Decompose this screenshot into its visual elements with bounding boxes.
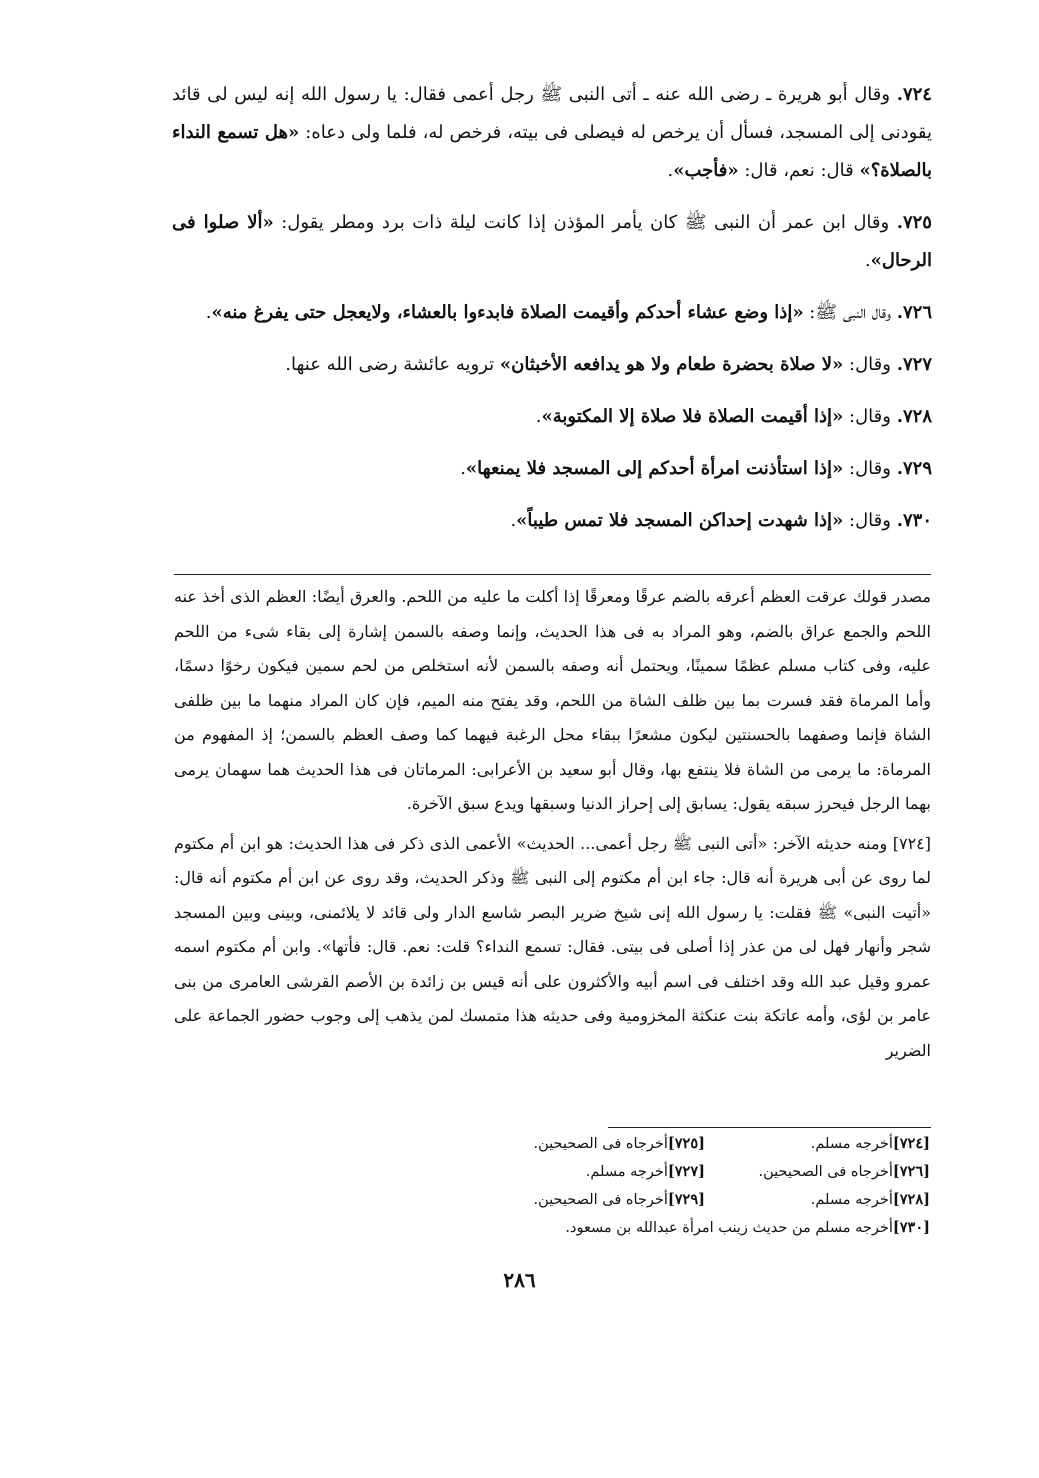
- hadith-726: ٧٢٦. وقال النبى ﷺ: «إذا وضع عشاء أحدكم وأقيمت الصلاة فابدءوا بالعشاء، ولايعجل حتى يفرغ منه».: [205, 302, 932, 323]
- commentary-paragraph: [٧٢٤] ومنه حديثه الآخر: «أتى النبى ﷺ رجل أعمى... الحديث» الأعمى الذى ذكر فى هذا الحديث: هو ابن أم مكتوم لما روى عن أبى هريرة أنه قال: جاء ابن أم مكتوم إلى النبى ﷺ وذكر الحديث، وقد روى عن ابن أم مكتوم أنه قال: «أتيت النبى» ﷺ فقلت: يا رسول الله إنى شيخ ضرير البصر شاسع الدار ولى قائد لا يلائمنى، وبينى وبين المسجد شجر وأنهار فهل لى من عذر إذا أصلى فى بيتى. فقال: تسمع النداء؟ قلت: نعم. قال: فأتها». وابن أم مكتوم اسمه عمرو وقيل عبد الله وقد اختلف فى اسم أبيه والأكثرون على أنه قيس بن زائدة بن الأصم القرشى العامرى من بنى عامر بن لؤى، وأمه عاتكة بنت عنكثة المخزومية وفى حديثه هذا متمسك لمن يذهب إلى وجوب حضور الجماعة على الضرير: [174, 833, 932, 1060]
- footnote: [٧٢٩]أخرجاه فى الصحيحين.: [533, 1191, 705, 1208]
- hadith-725: ٧٢٥. وقال ابن عمر أن النبى ﷺ كان يأمر المؤذن إذا كانت ليلة ذات برد ومطر يقول: «ألا صلوا فى الرحال».: [172, 212, 932, 271]
- footnote: [٧٣٠]أخرجه مسلم من حديث زينب امرأة عبدالله بن مسعود.: [565, 1219, 930, 1236]
- hadith-number: ٧٢٦.: [896, 302, 932, 323]
- footnote-row: [480, 1158, 930, 1186]
- footnote: [٧٢٦]أخرجاه فى الصحيحين.: [758, 1163, 930, 1180]
- hadith-727: ٧٢٧. وقال: «لا صلاة بحضرة طعام ولا هو يدافعه الأخبثان» ترويه عائشة رضى الله عنها.: [285, 354, 932, 375]
- footnote: [٧٢٥]أخرجاه فى الصحيحين.: [533, 1135, 705, 1152]
- hadith-number: ٧٣٠.: [896, 510, 932, 531]
- hadith-section: [172, 76, 932, 554]
- hadith-number: ٧٢٨.: [896, 406, 932, 427]
- section-divider: [174, 574, 931, 575]
- hadith-number: ٧٢٤.: [896, 84, 932, 105]
- footnote-divider: [608, 1127, 931, 1128]
- page-number: ٢٨٦: [503, 1268, 536, 1292]
- footnote-row: [480, 1186, 930, 1214]
- footnotes: [480, 1130, 930, 1242]
- hadith-number: ٧٢٧.: [896, 354, 932, 375]
- hadith-730: ٧٣٠. وقال: «إذا شهدت إحداكن المسجد فلا تمس طيباً».: [510, 510, 932, 531]
- footnote: [٧٢٧]أخرجه مسلم.: [585, 1163, 705, 1180]
- commentary-section: [174, 580, 931, 1068]
- hadith-number: ٧٢٩.: [896, 458, 932, 479]
- footnote-row: [480, 1130, 930, 1158]
- commentary-paragraph: مصدر قولك عرقت العظم أعرقه بالضم عرقًا ومعرقًا إذا أكلت ما عليه من اللحم. والعرق أيضًا: العظم الذى أخذ عنه اللحم والجمع عراق بالضم، وهو المراد به فى هذا الحديث، وإنما وصفه بالسمن إشارة إلى بقاء شىء من اللحم عليه، وفى كتاب مسلم عظمًا سمينًا، ويحتمل أنه وصفه بالسمن لأنه استخلص من لحم سمين فيكون رخوًا دسمًا، وأما المرماة فقد فسرت بما بين ظلف الشاة من اللحم، وقد يفتح منه الميم، فإن كان المراد منهما ما بين ظلفى الشاة فإنما وصفهما بالحسنتين ليكون مشعرًا ببقاء محل الرغبة فيهما كما وصف العظم بالسمن؛ إذ المفهوم من المرماة: ما يرمى من الشاة فلا ينتفع بها، وقال أبو سعيد بن الأعرابى: المرماتان فى هذا الحديث هما سهمان يرمى بهما الرجل فيحرز سبقه يقول: يسابق إلى إحراز الدنيا وسبقها ويدع سبق الآخرة.: [174, 587, 932, 813]
- footnote: [٧٢٤]أخرجه مسلم.: [810, 1135, 930, 1152]
- footnote: [٧٢٨]أخرجه مسلم.: [810, 1191, 930, 1208]
- footnote-row: [480, 1214, 930, 1242]
- hadith-number: ٧٢٥.: [896, 212, 932, 233]
- hadith-729: ٧٢٩. وقال: «إذا استأذنت امرأة أحدكم إلى المسجد فلا يمنعها».: [460, 458, 932, 479]
- hadith-724: ٧٢٤. وقال أبو هريرة ـ رضى الله عنه ـ أتى النبى ﷺ رجل أعمى فقال: يا رسول الله إنه ليس لى قائد يقودنى إلى المسجد، فسأل أن يرخص له فيصلى فى بيته، فرخص له، فلما ولى دعاه: «هل تسمع النداء بالصلاة؟» قال: نعم، قال: «فأجب».: [172, 84, 933, 181]
- hadith-728: ٧٢٨. وقال: «إذا أقيمت الصلاة فلا صلاة إلا المكتوبة».: [535, 406, 932, 427]
